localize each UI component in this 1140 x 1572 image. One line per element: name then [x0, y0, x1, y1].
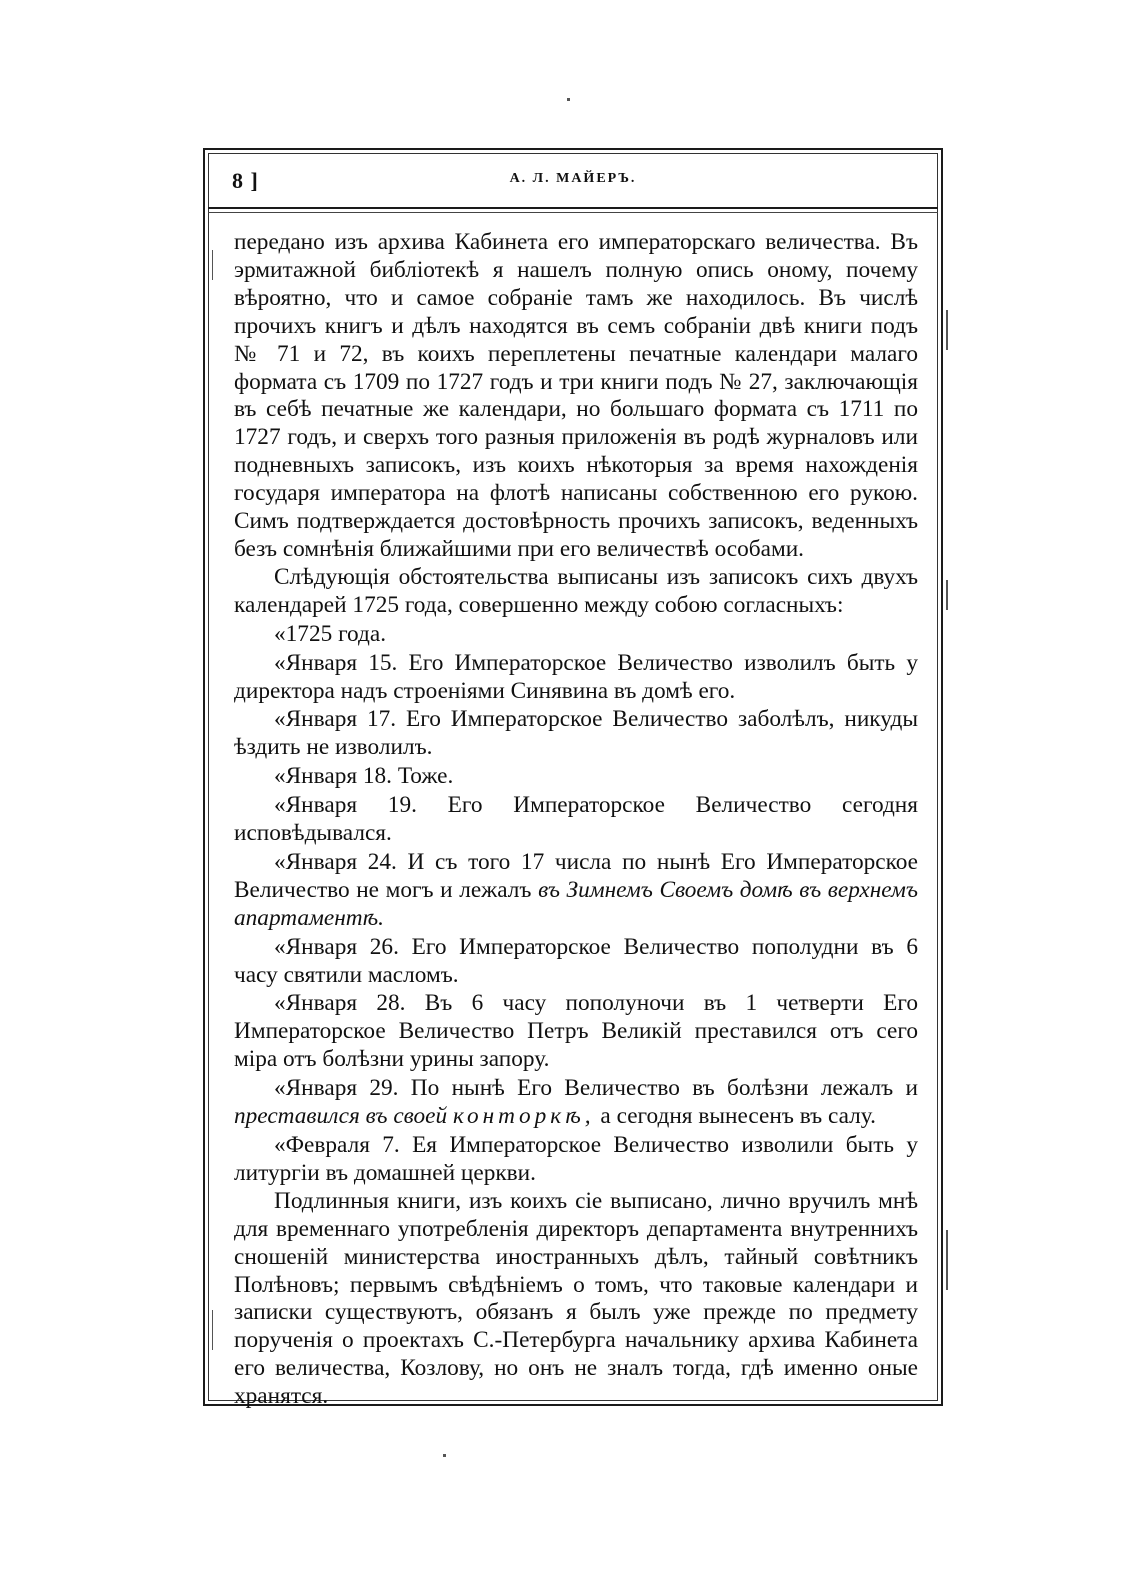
- header-divider: [208, 212, 938, 213]
- entry-jan-26: «Января 26. Его Императорское Величество пополудни въ 6 часу святили масломъ.: [234, 933, 918, 988]
- running-title: А. Л. МАЙЕРЪ.: [509, 171, 637, 186]
- body-text: [234, 229, 918, 1411]
- scan-edge-mark: [946, 1230, 948, 1290]
- paragraph-opening: передано изъ архива Кабинета его императорскаго величества. Въ эрмитажной библіотекѣ я нашелъ полную опись оному, почему вѣроятно, что и самое собраніе тамъ же находилось. Въ числѣ прочихъ книгъ и дѣлъ находятся въ семъ собраніи двѣ книги подъ № 71 и 72, въ коихъ переплетены печатные календари малаго формата съ 1709 по 1727 годъ и три книги подъ № 27, заключающія въ себѣ печатные же календари, но большаго формата съ 1711 по 1727 годъ, и сверхъ того разныя приложенія въ родѣ журналовъ или подневныхъ записокъ, изъ коихъ нѣкоторыя за время нахожденія государя императора на флотѣ написаны собственною его рукою. Симъ подтверждается достовѣрность прочихъ записокъ, веденныхъ безъ сомнѣнія ближайшими при его величествѣ особами.: [234, 229, 918, 562]
- entry-jan-24: [234, 849, 918, 933]
- entry-feb-7: «Февраля 7. Ея Императорское Величество изволили быть у литургіи въ домашней церкви.: [234, 1132, 918, 1186]
- entry-jan-29-text: «Января 29. По нынѣ Его Величество въ болѣзни лежалъ и: [274, 1075, 918, 1102]
- scan-edge-mark: [946, 310, 948, 350]
- entry-jan-19: «Января 19. Его Императорское Величество сегодня исповѣдывался.: [234, 792, 918, 847]
- paragraph-closing: Подлинныя книги, изъ коихъ сіе выписано, лично вручилъ мнѣ для временнаго употребленія директоръ департамента внутреннихъ сношеній министерства иностранныхъ дѣлъ, тайный совѣтникъ Полѣновъ; первымъ свѣдѣніемъ о томъ, что таковые календари и записки существуютъ, обязанъ я былъ уже прежде по предмету порученія о проектахъ С.-Петербурга начальнику архива Кабинета его величества, Козлову, но онъ не зналъ тогда, гдѣ именно оные хранятся.: [234, 1187, 918, 1410]
- entry-jan-28: «Января 28. Въ 6 часу пополуночи въ 1 четверти Его Императорское Величество Петръ Великій преставился отъ сего міра отъ болѣзни урины запору.: [234, 990, 918, 1073]
- entry-jan-18: «Января 18. Тоже.: [274, 763, 454, 790]
- paragraph-intro: Слѣдующія обстоятельства выписаны изъ записокъ сихъ двухъ календарей 1725 года, совершенно между собою согласныхъ:: [234, 563, 918, 618]
- scan-edge-mark: [212, 1310, 213, 1350]
- scan-edge-mark: [212, 250, 213, 280]
- entry-jan-29-italic: преставился въ своей: [234, 1103, 448, 1130]
- entry-jan-29: [234, 1075, 918, 1131]
- entry-jan-24-italic: въ Зимнемъ Своемъ домѣ въ верхнемъ апартаментѣ.: [234, 876, 918, 931]
- scan-edge-mark: [946, 580, 948, 610]
- entry-year: «1725 года.: [274, 620, 387, 647]
- entry-jan-17: «Января 17. Его Императорское Величество заболѣлъ, никуды ѣздить не изволилъ.: [234, 706, 918, 761]
- scan-dust-dot: [443, 1454, 446, 1457]
- entry-jan-24-text: «Января 24. И съ того 17 числа по нынѣ Его Императорское Величество не могъ и лежалъ: [234, 848, 918, 903]
- page-number: 8 ]: [232, 168, 259, 193]
- entry-jan-15: «Января 15. Его Императорское Величество изволилъ быть у директора надъ строеніями Синявина въ домѣ его.: [234, 649, 918, 704]
- entry-jan-29-tail: а сегодня вынесенъ въ салу.: [594, 1103, 876, 1130]
- scan-dust-dot: [567, 98, 570, 101]
- entry-jan-29-spaced: конторкѣ,: [452, 1103, 595, 1130]
